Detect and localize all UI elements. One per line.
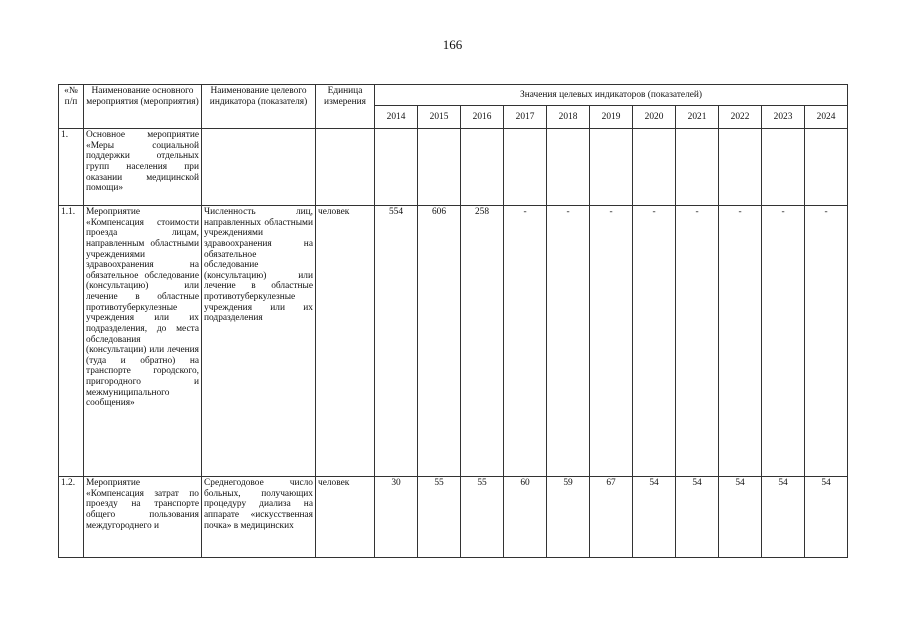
value-cell: - bbox=[547, 206, 590, 477]
event-cell: Мероприятие «Компенсация стоимости проезда лицам, направленным областными учреждениями здравоохранения на обязательное обследование (консультацию) или лечение в областные противотуберкулезные учреждения или их подразделения, до места обследования (консультации) или лечения (туда и обратно) на транспорте городского, пригородного и межмуниципального сообщения» bbox=[84, 206, 202, 477]
table-header bbox=[59, 85, 848, 129]
indicator-cell bbox=[202, 129, 316, 206]
header-unit: Единица измерения bbox=[316, 85, 375, 129]
header-values-group: Значения целевых индикаторов (показателей) bbox=[375, 85, 848, 106]
value-cell bbox=[418, 129, 461, 206]
unit-cell: человек bbox=[316, 206, 375, 477]
header-main-event: Наименование основного мероприятия (мероприятия) bbox=[84, 85, 202, 129]
value-cell bbox=[805, 129, 848, 206]
indicator-cell: Среднегодовое число больных, получающих процедуру диализа на аппарате «искусственная почка» в медицинских bbox=[202, 477, 316, 558]
value-cell bbox=[676, 129, 719, 206]
row-num-cell: 1. bbox=[59, 129, 84, 206]
header-year: 2017 bbox=[504, 106, 547, 129]
value-cell: 67 bbox=[590, 477, 633, 558]
header-year: 2019 bbox=[590, 106, 633, 129]
table-row bbox=[59, 129, 848, 206]
value-cell bbox=[633, 129, 676, 206]
value-cell: - bbox=[633, 206, 676, 477]
value-cell: - bbox=[805, 206, 848, 477]
value-cell: - bbox=[719, 206, 762, 477]
value-cell: - bbox=[762, 206, 805, 477]
event-cell: Основное мероприятие «Меры социальной поддержки отдельных групп населения при оказании медицинской помощи» bbox=[84, 129, 202, 206]
value-cell bbox=[504, 129, 547, 206]
value-cell: 55 bbox=[418, 477, 461, 558]
value-cell bbox=[547, 129, 590, 206]
unit-cell bbox=[316, 129, 375, 206]
value-cell bbox=[590, 129, 633, 206]
value-cell bbox=[461, 129, 504, 206]
value-cell: 54 bbox=[633, 477, 676, 558]
value-cell: - bbox=[504, 206, 547, 477]
header-year: 2021 bbox=[676, 106, 719, 129]
indicator-cell: Численность лиц, направленных областными учреждениями здравоохранения на обязательное обследование (консультацию) или лечение в областные противотуберкулезные учреждения или их подразделения bbox=[202, 206, 316, 477]
value-cell: - bbox=[676, 206, 719, 477]
value-cell: 55 bbox=[461, 477, 504, 558]
header-num: «№ п/п bbox=[59, 85, 84, 129]
page-number: 166 bbox=[442, 37, 463, 52]
value-cell: 54 bbox=[719, 477, 762, 558]
value-cell: 54 bbox=[762, 477, 805, 558]
header-year: 2023 bbox=[762, 106, 805, 129]
table-body bbox=[59, 129, 848, 558]
value-cell: 258 bbox=[461, 206, 504, 477]
header-year: 2018 bbox=[547, 106, 590, 129]
value-cell: 554 bbox=[375, 206, 418, 477]
row-num-cell: 1.2. bbox=[59, 477, 84, 558]
event-cell: Мероприятие «Компенсация затрат по проезду на транспорте общего пользования междугороднего и bbox=[84, 477, 202, 558]
indicators-table bbox=[58, 84, 848, 558]
value-cell bbox=[375, 129, 418, 206]
value-cell bbox=[719, 129, 762, 206]
header-indicator: Наименование целевого индикатора (показателя) bbox=[202, 85, 316, 129]
table-row bbox=[59, 206, 848, 477]
table-row bbox=[59, 477, 848, 558]
row-num-cell: 1.1. bbox=[59, 206, 84, 477]
value-cell: - bbox=[590, 206, 633, 477]
value-cell: 30 bbox=[375, 477, 418, 558]
header-year: 2024 bbox=[805, 106, 848, 129]
header-year: 2016 bbox=[461, 106, 504, 129]
value-cell: 60 bbox=[504, 477, 547, 558]
header-year: 2022 bbox=[719, 106, 762, 129]
unit-cell: человек bbox=[316, 477, 375, 558]
header-year: 2015 bbox=[418, 106, 461, 129]
header-year: 2020 bbox=[633, 106, 676, 129]
value-cell: 606 bbox=[418, 206, 461, 477]
value-cell: 54 bbox=[676, 477, 719, 558]
value-cell bbox=[762, 129, 805, 206]
value-cell: 59 bbox=[547, 477, 590, 558]
header-year: 2014 bbox=[375, 106, 418, 129]
value-cell: 54 bbox=[805, 477, 848, 558]
